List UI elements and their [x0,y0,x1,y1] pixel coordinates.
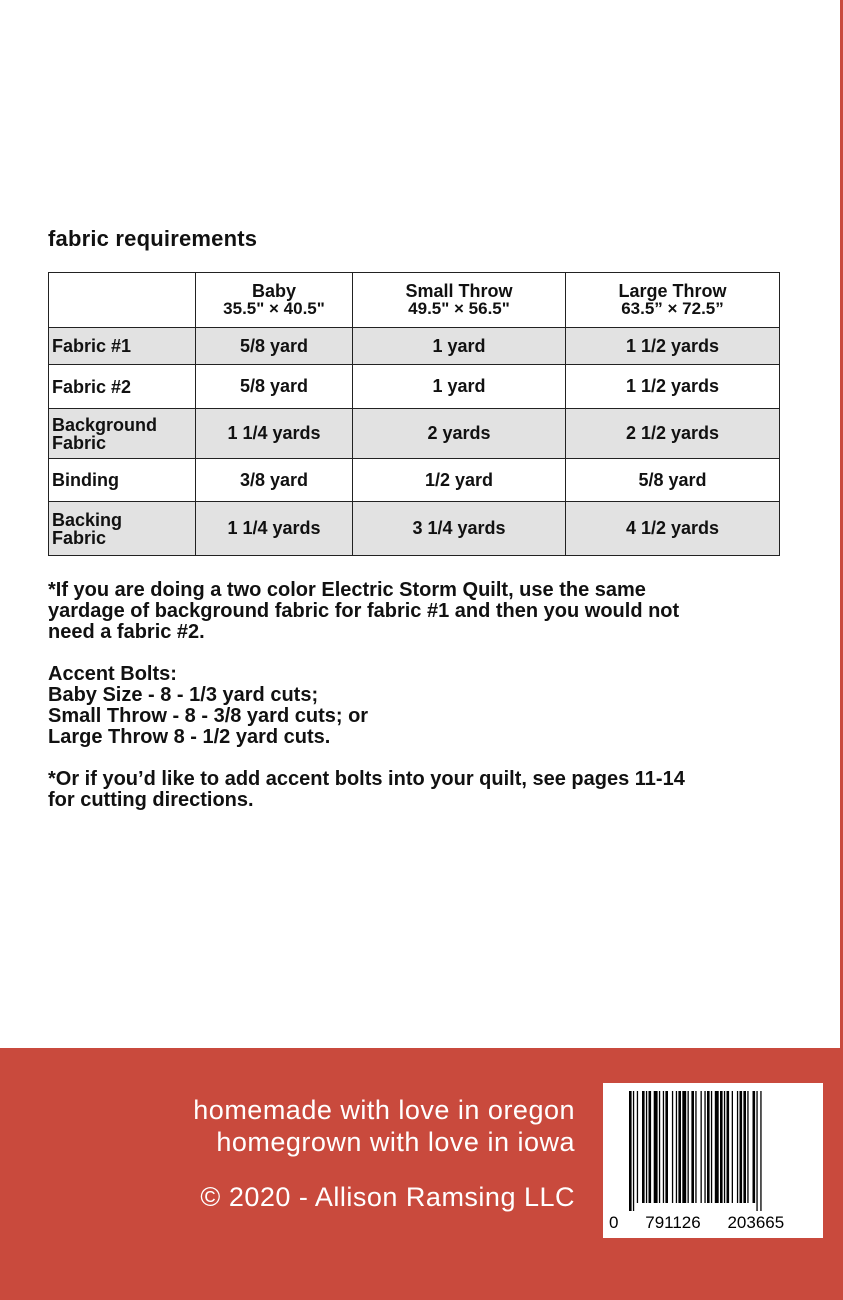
table-cell: 1 1/4 yards [196,502,353,556]
header-dims: 35.5" × 40.5" [223,299,325,318]
table-cell: 5/8 yard [566,459,780,502]
table-row [49,459,780,502]
table-cell: 1 1/4 yards [196,409,353,459]
barcode-bar [646,1091,647,1203]
header-label: Large Throw [618,281,727,301]
fabric-requirements-table [48,272,780,556]
table-header-row [49,273,780,328]
barcode-bar [695,1091,696,1203]
copyright-text: © 2020 - Allison Ramsing LLC [200,1182,575,1212]
barcode-bar [642,1091,645,1203]
table-cell: 1 yard [353,328,566,365]
barcode-bar [756,1091,757,1211]
table-row [49,502,780,556]
row-label: Binding [49,459,196,502]
barcode-bars [627,1091,799,1211]
cutting-pages-note: *Or if you’d like to add accent bolts into your quilt, see pages 11-14 for cutting directions. [48,768,685,811]
header-baby [196,273,353,328]
row-label: Fabric #1 [49,328,196,365]
barcode-bar [724,1091,725,1203]
header-small-throw [353,273,566,328]
barcode-bar [688,1091,689,1203]
barcode-bar [701,1091,702,1203]
barcode-bar [659,1091,660,1203]
table-cell: 3 1/4 yards [353,502,566,556]
barcode-bar [633,1091,634,1211]
header-dims: 49.5" × 56.5" [408,299,510,318]
barcode-bar [637,1091,638,1203]
barcode-bar [691,1091,694,1203]
barcode-bar [676,1091,677,1203]
table-cell: 2 yards [353,409,566,459]
table-cell: 1 1/2 yards [566,328,780,365]
barcode-bar [672,1091,673,1203]
barcode-bar [732,1091,733,1203]
barcode-bar [682,1091,686,1203]
barcode-bar [665,1091,668,1203]
header-dims: 63.5” × 72.5” [621,299,724,318]
barcode-bar [747,1091,748,1203]
barcode-bar [727,1091,730,1203]
barcode-bar [707,1091,710,1203]
barcode-bar [663,1091,664,1203]
header-empty-cell [49,273,196,328]
barcode-bar [654,1091,658,1203]
footer-tagline: homemade with love in oregon homegrown with love in iowa [193,1095,575,1157]
barcode-digits: 0 791126 203665 [609,1213,785,1232]
row-label: Fabric #2 [49,365,196,409]
barcode-bar [649,1091,652,1203]
table-row [49,365,780,409]
barcode-bar [743,1091,746,1203]
header-large-throw [566,273,780,328]
row-label: Backing Fabric [49,502,196,556]
table-cell: 1 yard [353,365,566,409]
row-label: Background Fabric [49,409,196,459]
barcode-bar [704,1091,705,1203]
barcode-bar [715,1091,719,1203]
table-cell: 5/8 yard [196,365,353,409]
table-cell: 4 1/2 yards [566,502,780,556]
table-row [49,409,780,459]
header-label: Small Throw [405,281,513,301]
table-cell: 2 1/2 yards [566,409,780,459]
barcode-bar [753,1091,756,1203]
section-title: fabric requirements [48,226,258,251]
barcode-bar [740,1091,743,1203]
table-cell: 1 1/2 yards [566,365,780,409]
table-row [49,328,780,365]
barcode-bar [760,1091,761,1211]
table-cell: 1/2 yard [353,459,566,502]
accent-bolts-note: Accent Bolts: Baby Size - 8 - 1/3 yard cuts; Small Throw - 8 - 3/8 yard cuts; or Large Throw 8 - 1/2 yard cuts. [48,663,369,748]
barcode-bar [737,1091,738,1203]
table-cell: 5/8 yard [196,328,353,365]
two-color-note: *If you are doing a two color Electric Storm Quilt, use the same yardage of background fabric for fabric #1 and then you would not need a fabric #2. [48,579,680,643]
barcode-bar [711,1091,712,1203]
notes [48,580,808,832]
barcode [603,1083,823,1238]
header-label: Baby [251,281,296,301]
table-cell: 3/8 yard [196,459,353,502]
barcode-bar [629,1091,632,1211]
barcode-bar [678,1091,681,1203]
barcode-bar [720,1091,723,1203]
